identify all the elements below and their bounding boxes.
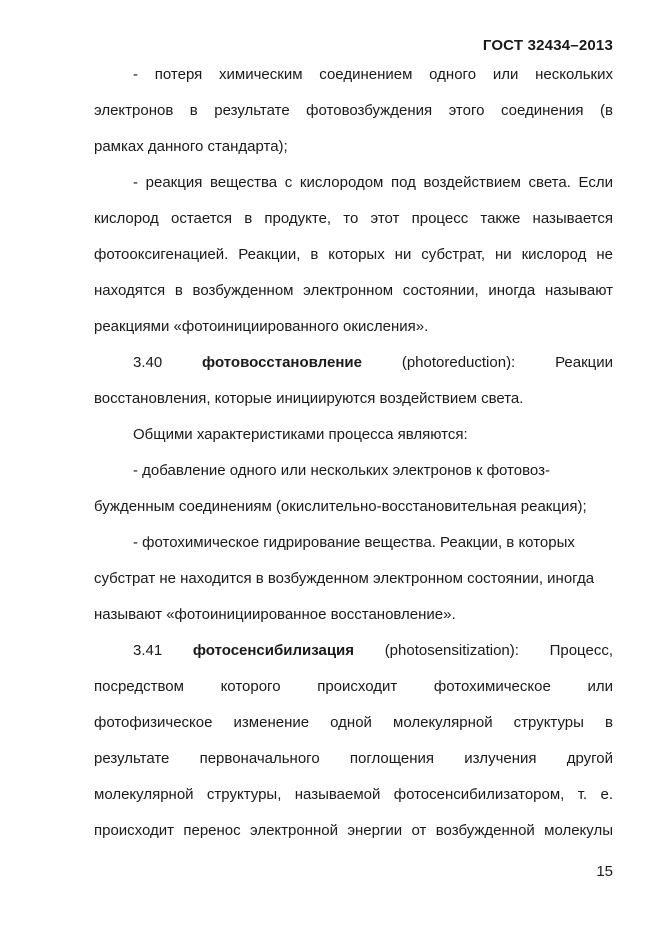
text-line: восстановления, которые инициируются воздействием света. (94, 390, 524, 407)
text-line: фотофизическое изменение одной молекулярной структуры в (94, 714, 613, 731)
clause-number: 3.40 (133, 354, 163, 371)
text-line: результате первоначального поглощения излучения другой (94, 750, 613, 767)
text-line: - фотохимическое гидрирование вещества. Реакции, в которых (133, 534, 575, 551)
text-line: кислород остается в продукте, то этот процесс также называется (94, 210, 613, 227)
text-line: Общими характеристиками процесса являются: (133, 426, 468, 443)
text-fragment: Реакции (555, 354, 614, 371)
text-line: находятся в возбужденном электронном состоянии, иногда называют (94, 282, 613, 299)
text-line: электронов в результате фотовозбуждения этого соединения (в (94, 102, 613, 119)
text-fragment: Процесс, (549, 642, 613, 659)
document-body (94, 57, 613, 849)
text-line: посредством которого происходит фотохимическое или (94, 678, 613, 695)
term-name: фотовосстановление (202, 354, 362, 371)
text-line: называют «фотоинициированное восстановление». (94, 606, 456, 623)
text-line: молекулярной структуры, называемой фотосенсибилизатором, т. е. (94, 786, 613, 803)
term-name: фотосенсибилизация (192, 642, 355, 659)
term-definition-3-41 (94, 633, 613, 669)
clause-number: 3.41 (133, 642, 163, 659)
term-english: (photoreduction): (401, 354, 516, 371)
text-line: происходит перенос электронной энергии от возбужденной молекулы (94, 822, 613, 839)
text-line: субстрат не находится в возбужденном электронном состоянии, иногда (94, 570, 595, 587)
text-line: реакциями «фотоинициированного окисления». (94, 318, 429, 335)
term-definition-3-40 (94, 345, 613, 381)
term-english: (photosensitization): (384, 642, 519, 659)
text-line: - добавление одного или нескольких электронов к фотовоз- (133, 462, 550, 479)
text-line: фотооксигенацией. Реакции, в которых ни субстрат, ни кислород не (94, 246, 613, 263)
page-number: 15 (596, 863, 613, 880)
text-line: - реакция вещества с кислородом под воздействием света. Если (133, 174, 613, 191)
text-line: бужденным соединениям (окислительно-восстановительная реакция); (94, 498, 587, 515)
text-line: рамках данного стандарта); (94, 138, 288, 155)
text-line: - потеря химическим соединением одного или нескольких (133, 66, 613, 83)
document-header: ГОСТ 32434–2013 (482, 37, 613, 54)
